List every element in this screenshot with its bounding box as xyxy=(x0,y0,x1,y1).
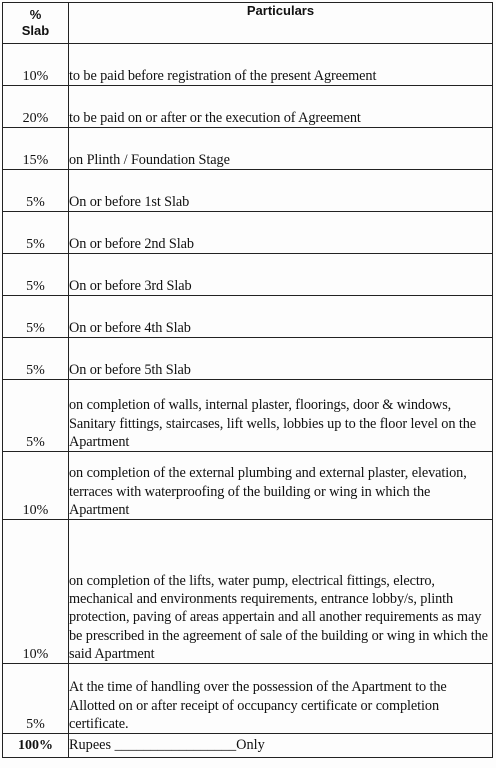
header-percent-slab xyxy=(3,3,69,44)
header-percent-symbol: % xyxy=(29,7,42,22)
row-percent: 10% xyxy=(3,452,69,520)
row-percent: 10% xyxy=(3,44,69,86)
table-header-row xyxy=(3,3,493,44)
row-particulars: on Plinth / Foundation Stage xyxy=(69,128,493,170)
table-row xyxy=(3,212,493,254)
table-row xyxy=(3,520,493,664)
row-particulars: At the time of handling over the possession of the Apartment to the Allotted on or after receipt of occupancy certificate or completion certificate. xyxy=(69,664,493,734)
row-percent: 5% xyxy=(3,380,69,452)
table-row xyxy=(3,86,493,128)
row-particulars: On or before 1st Slab xyxy=(69,170,493,212)
row-particulars: on completion of the external plumbing and external plaster, elevation, terraces with waterproofing of the building or wing in which the Apartment xyxy=(69,452,493,520)
row-particulars: On or before 2nd Slab xyxy=(69,212,493,254)
table-row xyxy=(3,380,493,452)
table-row xyxy=(3,664,493,734)
row-particulars: to be paid before registration of the present Agreement xyxy=(69,44,493,86)
total-rupees-line: Rupees _________________Only xyxy=(69,734,493,758)
row-particulars: on completion of the lifts, water pump, electrical fittings, electro, mechanical and environments requirements, entrance lobby/s, plinth protection, paving of areas appertain and all another requirements as may be prescribed in the agreement of sale of the building or wing in which the said Apartment xyxy=(69,520,493,664)
table-row xyxy=(3,128,493,170)
header-slab-label: Slab xyxy=(21,23,50,38)
row-particulars: On or before 3rd Slab xyxy=(69,254,493,296)
row-percent: 5% xyxy=(3,664,69,734)
row-particulars: to be paid on or after or the execution of Agreement xyxy=(69,86,493,128)
table-row xyxy=(3,452,493,520)
row-particulars: On or before 5th Slab xyxy=(69,338,493,380)
row-percent: 5% xyxy=(3,296,69,338)
table-row xyxy=(3,296,493,338)
row-particulars: on completion of walls, internal plaster, floorings, door & windows, Sanitary fittings, staircases, lift wells, lobbies up to the floor level on the Apartment xyxy=(69,380,493,452)
row-particulars: On or before 4th Slab xyxy=(69,296,493,338)
row-percent: 10% xyxy=(3,520,69,664)
row-percent: 5% xyxy=(3,338,69,380)
table-row xyxy=(3,338,493,380)
row-percent: 5% xyxy=(3,212,69,254)
row-percent: 5% xyxy=(3,170,69,212)
total-percent: 100% xyxy=(3,734,69,758)
table-row xyxy=(3,254,493,296)
row-percent: 20% xyxy=(3,86,69,128)
total-row xyxy=(3,734,493,758)
row-percent: 15% xyxy=(3,128,69,170)
table-row xyxy=(3,44,493,86)
table-row xyxy=(3,170,493,212)
header-particulars: Particulars xyxy=(69,3,493,44)
payment-slab-table xyxy=(2,2,493,758)
row-percent: 5% xyxy=(3,254,69,296)
